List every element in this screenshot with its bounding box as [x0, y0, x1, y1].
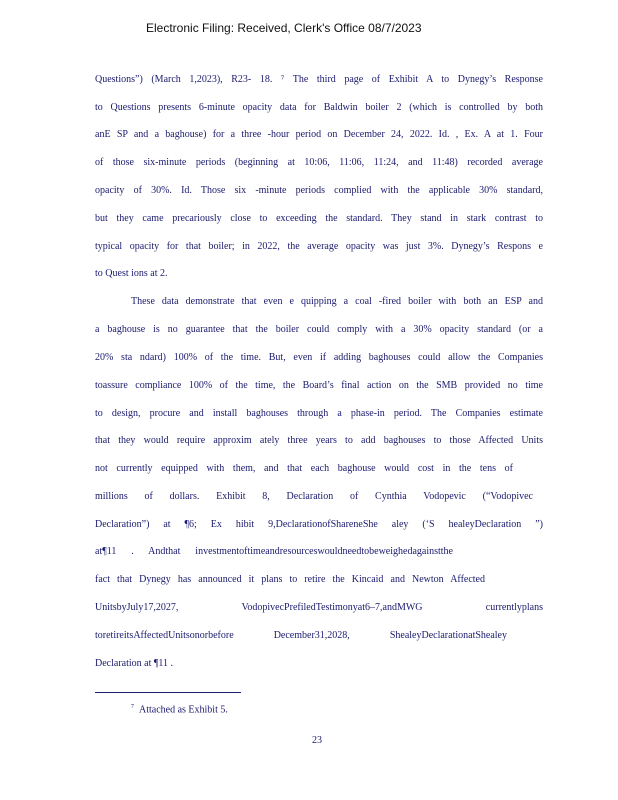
footnote-separator	[95, 692, 241, 693]
body-line: anE SP and a baghouse) for a three -hour period on December 24, 2022. Id. , Ex. A at 1. Four	[95, 129, 543, 140]
body-line: Declaration at ¶11 .	[95, 658, 174, 669]
body-line: to Questions presents 6-minute opacity data for Baldwin boiler 2 (which is controlled by both	[95, 102, 543, 113]
body-line: a baghouse is no guarantee that the boiler could comply with a 30% opacity standard (or a	[95, 324, 543, 335]
body-line: 20% sta ndard) 100% of the time. But, even if adding baghouses could allow the Companies	[95, 352, 543, 363]
footnote-marker: 7	[131, 704, 134, 710]
body-line: not currently equipped with them, and that each baghouse would cost in the tens of	[95, 463, 513, 474]
body-line: that they would require approxim ately three years to add baghouses to those Affected Units	[95, 435, 543, 446]
footnote	[131, 701, 228, 716]
page-number: 23	[312, 735, 322, 746]
body-line: These data demonstrate that even e quipping a coal -fired boiler with both an ESP and	[131, 296, 543, 307]
body-line: UnitsbyJuly17,2027, VodopivecPrefiledTestimonyat6–7,andMWG currentlyplans	[95, 602, 543, 613]
body-line: opacity of 30%. Id. Those six -minute periods complied with the applicable 30% standard,	[95, 185, 543, 196]
body-line: of those six-minute periods (beginning at 10:06, 11:06, 11:24, and 11:48) recorded average	[95, 157, 543, 168]
body-line: typical opacity for that boiler; in 2022, the average opacity was just 3%. Dynegy’s Respons e	[95, 241, 543, 252]
body-line: but they came precariously close to exceeding the standard. They stand in stark contrast to	[95, 213, 543, 224]
filing-stamp-header: Electronic Filing: Received, Clerk's Office 08/7/2023	[146, 21, 422, 35]
body-line: fact that Dynegy has announced it plans to retire the Kincaid and Newton Affected	[95, 574, 485, 585]
body-line: toretireitsAffectedUnitsonorbefore December31,2028, ShealeyDeclarationatShealey	[95, 630, 507, 641]
body-line: toassure compliance 100% of the time, the Board’s final action on the SMB provided no time	[95, 380, 543, 391]
body-line: Questions”) (March 1,2023), R23- 18. ⁷ The third page of Exhibit A to Dynegy’s Response	[95, 74, 543, 85]
body-line: millions of dollars. Exhibit 8, Declaration of Cynthia Vodopevic (“Vodopivec	[95, 491, 533, 502]
body-line: to Quest ions at 2.	[95, 268, 168, 279]
body-line: at¶11 . Andthat investmentoftimeandresourceswouldneedtobeweighedagainstthe	[95, 546, 453, 557]
body-line: Declaration”) at ¶6; Ex hibit 9,DeclarationofShareneShe aley (‘S healeyDeclaration ”)	[95, 519, 543, 530]
body-line: to design, procure and install baghouses through a phase-in period. The Companies estimate	[95, 408, 543, 419]
footnote-text: Attached as Exhibit 5.	[139, 704, 228, 716]
